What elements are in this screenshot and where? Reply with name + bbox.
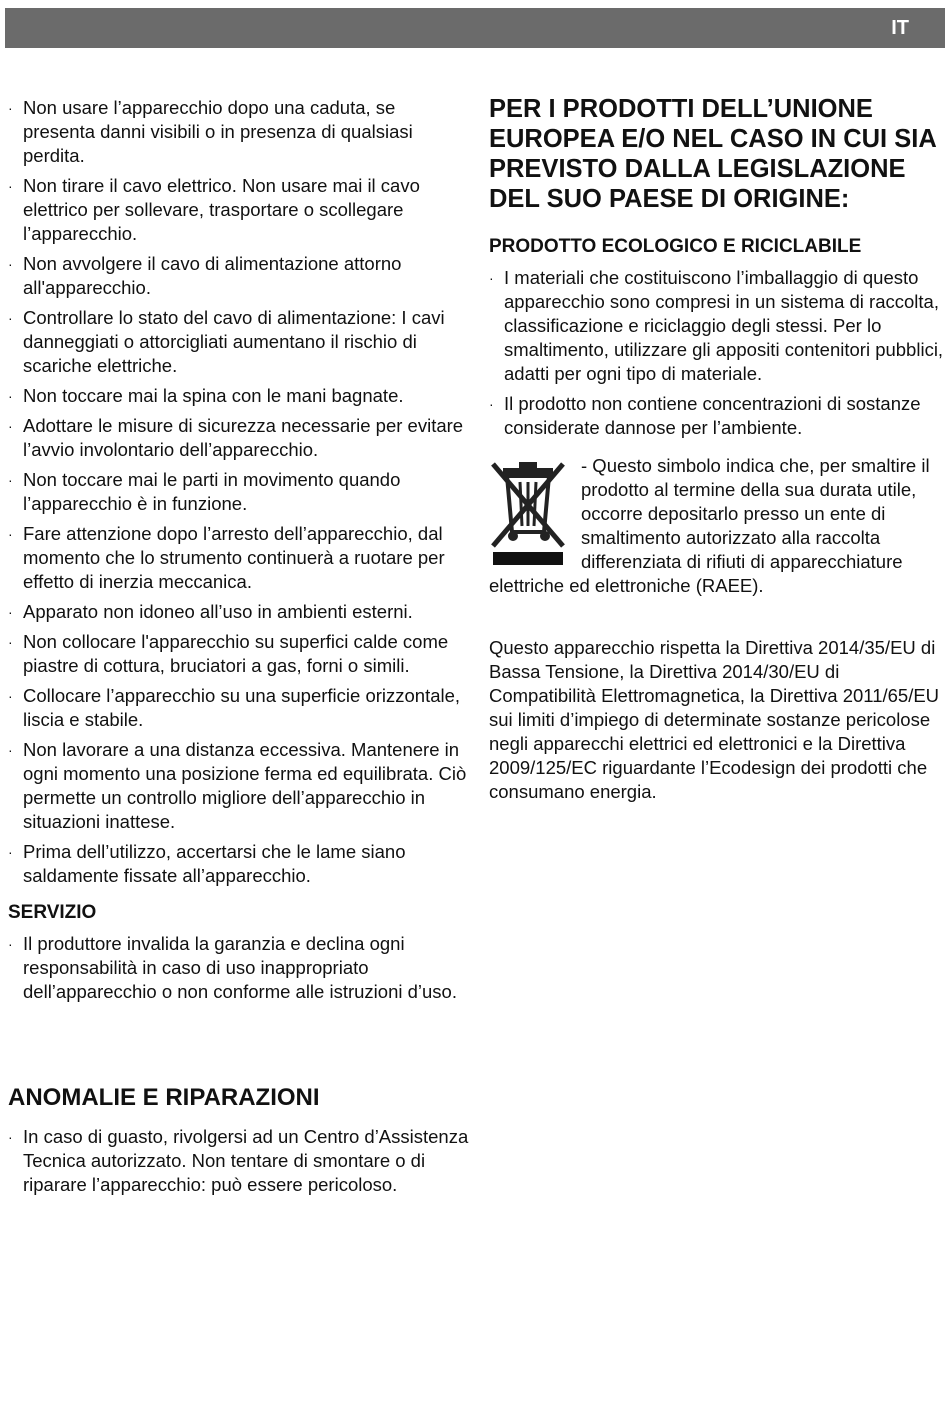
bullet-dot: ·: [8, 688, 13, 704]
bullet-dot: ·: [8, 418, 13, 434]
list-item: [8, 932, 470, 1004]
list-item-text: Collocare l’apparecchio su una superficie orizzontale, liscia e stabile.: [23, 685, 461, 730]
right-column: [489, 94, 944, 804]
header-bar: [5, 8, 945, 48]
bullet-dot: ·: [8, 936, 13, 952]
list-item-text: Apparato non idoneo all’uso in ambienti esterni.: [23, 601, 413, 622]
bullet-dot: ·: [489, 270, 494, 286]
bullet-dot: ·: [8, 388, 13, 404]
bullet-dot: ·: [8, 1129, 13, 1145]
bullet-dot: ·: [8, 472, 13, 488]
language-code: IT: [891, 17, 909, 39]
safety-bullet-list: [8, 96, 470, 888]
service-bullet-list: [8, 932, 470, 1004]
list-item-text: Il prodotto non contiene concentrazioni di sostanze considerate dannose per l’ambiente.: [504, 393, 921, 438]
list-item: [8, 630, 470, 678]
weee-text: - Questo simbolo indica che, per smaltire il prodotto al termine della sua durata utile, occorre depositarlo presso un ente di smaltimento autorizzato alla raccolta differenziata di rifiuti di apparecchiature elettriche ed elettroniche (RAEE).: [489, 455, 930, 596]
list-item-text: Non usare l’apparecchio dopo una caduta, se presenta danni visibili o in presenza di qualsiasi perdita.: [23, 97, 413, 166]
list-item-text: Il produttore invalida la garanzia e declina ogni responsabilità in caso di uso inappropriato dell’apparecchio o non conforme alle istruzioni d’uso.: [23, 933, 457, 1002]
list-item-text: In caso di guasto, rivolgersi ad un Centro d’Assistenza Tecnica autorizzato. Non tentare di smontare o di riparare l’apparecchio: può essere pericoloso.: [23, 1126, 469, 1195]
list-item-text: Prima dell’utilizzo, accertarsi che le lame siano saldamente fissate all’apparecchio.: [23, 841, 406, 886]
list-item: [489, 266, 944, 386]
directive-paragraph: Questo apparecchio rispetta la Direttiva 2014/35/EU di Bassa Tensione, la Direttiva 2014/30/EU di Compatibilità Elettromagnetica, la Direttiva 2011/65/EU sui limiti d’impiego di determinate sostanze pericolose negli apparecchi elettrici ed elettronici e la Direttiva 2009/125/EC riguardante l’Ecodesign dei prodotti che consumano energia.: [489, 637, 940, 802]
list-item-text: Non lavorare a una distanza eccessiva. Mantenere in ogni momento una posizione ferma ed equilibrata. Ciò permette un controllo migliore dell’apparecchio in situazioni inattese.: [23, 739, 467, 832]
bullet-dot: ·: [8, 604, 13, 620]
list-item: [8, 840, 470, 888]
list-item: [8, 522, 470, 594]
list-item: [8, 600, 470, 624]
bullet-dot: ·: [8, 256, 13, 272]
crossed-out-wheeled-bin-icon: [489, 458, 567, 568]
bullet-dot: ·: [8, 844, 13, 860]
anomalies-section: [8, 1083, 470, 1203]
anomalies-heading: ANOMALIE E RIPARAZIONI: [8, 1084, 320, 1111]
list-item: [8, 384, 470, 408]
list-item-text: I materiali che costituiscono l’imballaggio di questo apparecchio sono compresi in un sistema di raccolta, classificazione e riciclaggio degli stessi. Per lo smaltimento, utilizzare gli appositi contenitori pubblici, adatti per ogni tipo di materiale.: [504, 267, 944, 384]
list-item: [489, 392, 944, 440]
list-item-text: Non tirare il cavo elettrico. Non usare mai il cavo elettrico per sollevare, trasportare o scollegare l’apparecchio.: [23, 175, 420, 244]
list-item-text: Controllare lo stato del cavo di alimentazione: I cavi danneggiati o attorcigliati aumentano il rischio di scariche elettriche.: [23, 307, 445, 376]
bullet-dot: ·: [8, 742, 13, 758]
list-item-text: Non avvolgere il cavo di alimentazione attorno all'apparecchio.: [23, 253, 402, 298]
bullet-dot: ·: [8, 178, 13, 194]
list-item: [8, 468, 470, 516]
list-item-text: Non collocare l'apparecchio su superfici calde come piastre di cottura, bruciatori a gas, forni o simili.: [23, 631, 449, 676]
bullet-dot: ·: [8, 100, 13, 116]
bullet-dot: ·: [8, 526, 13, 542]
left-column: [8, 96, 470, 1010]
list-item-text: Fare attenzione dopo l’arresto dell’apparecchio, dal momento che lo strumento continuerà a ruotare per effetto di inerzia meccanica.: [23, 523, 445, 592]
list-item-text: Non toccare mai la spina con le mani bagnate.: [23, 385, 404, 406]
eu-heading: PER I PRODOTTI DELL’UNIONE EUROPEA E/O NEL CASO IN CUI SIA PREVISTO DALLA LEGISLAZIONE DEL SUO PAESE DI ORIGINE:: [489, 95, 936, 213]
eco-heading: PRODOTTO ECOLOGICO E RICICLABILE: [489, 236, 862, 257]
list-item: [8, 174, 470, 246]
weee-notice: [489, 454, 944, 598]
anomalies-bullet-list: [8, 1125, 470, 1197]
list-item-text: Non toccare mai le parti in movimento quando l’apparecchio è in funzione.: [23, 469, 401, 514]
list-item: [8, 414, 470, 462]
list-item-text: Adottare le misure di sicurezza necessarie per evitare l’avvio involontario dell’apparecchio.: [23, 415, 464, 460]
list-item: [8, 738, 470, 834]
list-item: [8, 252, 470, 300]
bullet-dot: ·: [489, 396, 494, 412]
list-item: [8, 684, 470, 732]
list-item: [8, 1125, 470, 1197]
service-heading: SERVIZIO: [8, 902, 97, 923]
bullet-dot: ·: [8, 634, 13, 650]
list-item: [8, 306, 470, 378]
list-item: [8, 96, 470, 168]
eco-bullet-list: [489, 266, 944, 440]
bullet-dot: ·: [8, 310, 13, 326]
